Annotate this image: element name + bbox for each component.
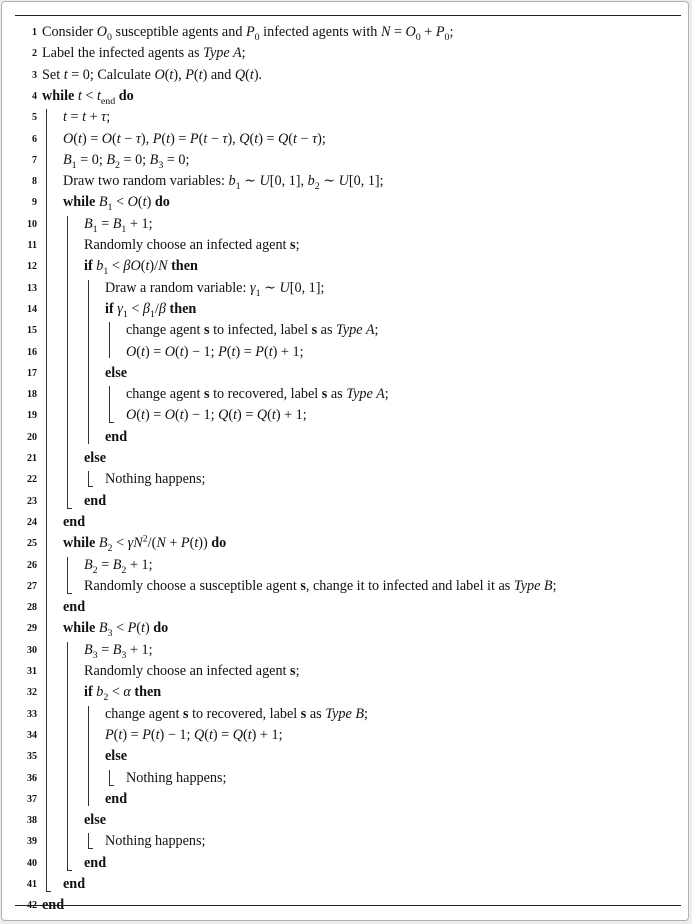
- line-number: 24: [27, 516, 37, 528]
- block-bar: [88, 706, 89, 806]
- algorithm-line: [0, 320, 690, 340]
- line-code: Randomly choose an infected agent s;: [84, 237, 300, 253]
- algorithm-line: [0, 555, 690, 575]
- line-code: end: [105, 790, 128, 807]
- algorithm-line: [0, 576, 690, 596]
- line-code: end: [42, 897, 65, 914]
- line-number: 5: [32, 112, 37, 124]
- line-number: 33: [27, 708, 37, 720]
- algorithm-line: [0, 214, 690, 234]
- line-number: 19: [27, 410, 37, 422]
- algorithm-line: [0, 746, 690, 766]
- line-code: change agent s to infected, label s as Type A;: [126, 322, 379, 339]
- line-code: else: [105, 748, 128, 765]
- line-number: 17: [27, 367, 37, 379]
- line-number: 38: [27, 815, 37, 827]
- algorithm-line: [0, 299, 690, 319]
- line-number: 26: [27, 559, 37, 571]
- line-number: 27: [27, 580, 37, 592]
- line-code: end: [63, 876, 86, 892]
- line-number: 23: [27, 495, 37, 507]
- algorithm-line: [0, 65, 690, 85]
- line-code: if $b_2 < \alpha$ then: [84, 684, 162, 704]
- line-code: while $B_1 < O(t)$ do: [63, 194, 170, 214]
- line-number: 41: [27, 879, 37, 890]
- line-code: O(t) = O(t) − 1; P(t) = P(t) + 1;: [126, 343, 304, 360]
- line-number: 11: [27, 240, 37, 251]
- line-code: else: [84, 812, 107, 829]
- algorithm-line: [0, 874, 690, 894]
- line-number: 1: [32, 27, 37, 38]
- algorithm-line: [0, 43, 690, 63]
- block-bar: [46, 109, 47, 891]
- line-number: 39: [27, 836, 37, 848]
- algorithm-line: [0, 448, 690, 468]
- line-number: 42: [27, 900, 37, 912]
- line-code: while $B_3 < P(t)$ do: [63, 620, 169, 640]
- line-code: Nothing happens;: [105, 833, 206, 850]
- algorithm-line: [0, 129, 690, 149]
- line-number: 34: [27, 729, 37, 741]
- line-code: Consider $O_0$ susceptible agents and $P_0$ infected agents with $N = O_0 + P_0$;: [42, 24, 454, 43]
- algorithm-line: [0, 597, 690, 617]
- algorithm-line: [0, 107, 690, 127]
- line-number: 6: [32, 133, 37, 145]
- block-bar: [88, 833, 89, 848]
- line-number: 15: [27, 325, 37, 337]
- algorithm-line: [0, 831, 690, 851]
- line-number: 28: [27, 602, 37, 614]
- line-code: while $t < t_{end}$ do: [42, 87, 134, 107]
- line-number: 14: [27, 303, 37, 315]
- algorithm-line: [0, 725, 690, 745]
- line-code: P(t) = P(t) − 1; Q(t) = Q(t) + 1;: [105, 726, 283, 743]
- line-number: 20: [27, 431, 37, 443]
- line-code: end: [105, 428, 128, 445]
- algorithm-line: [0, 640, 690, 660]
- block-bar: [109, 386, 110, 422]
- line-number: 31: [27, 666, 37, 677]
- block-hook: [109, 422, 114, 423]
- algorithm-line: [0, 86, 690, 106]
- line-code: else: [84, 450, 107, 466]
- line-number: 32: [27, 687, 37, 699]
- algorithm-line: [0, 278, 690, 298]
- line-code: Nothing happens;: [126, 769, 227, 786]
- algorithm-line: [0, 768, 690, 788]
- algorithm-line: [0, 512, 690, 532]
- algorithm-line: [0, 789, 690, 809]
- line-number: 7: [32, 154, 37, 166]
- algorithm-line: [0, 171, 690, 191]
- algorithm-line: [0, 704, 690, 724]
- algorithm-line: [0, 491, 690, 511]
- algorithm-line: [0, 342, 690, 362]
- block-bar: [67, 557, 68, 593]
- block-hook: [109, 785, 114, 786]
- algorithm-line: [0, 363, 690, 383]
- line-code: Set t = 0; Calculate O(t), P(t) and Q(t).: [42, 66, 263, 83]
- algorithm-line: [0, 256, 690, 276]
- line-number: 35: [27, 751, 37, 763]
- line-code: else: [105, 364, 128, 381]
- block-bar: [109, 770, 110, 785]
- block-bar: [88, 280, 89, 444]
- line-number: 13: [27, 282, 37, 294]
- algorithm-line: [0, 618, 690, 638]
- algorithm-line: [0, 682, 690, 702]
- algorithm-line: [0, 533, 690, 553]
- line-code: Draw a random variable: $\gamma_1$ ∼ U[0, 1];: [105, 279, 325, 299]
- line-code: end: [84, 492, 107, 509]
- block-hook: [46, 891, 51, 892]
- algorithm-line: [0, 235, 690, 255]
- line-number: 25: [27, 538, 37, 550]
- algorithm-line: [0, 661, 690, 681]
- line-number: 9: [32, 197, 37, 209]
- line-number: 2: [32, 48, 37, 60]
- line-number: 29: [27, 623, 37, 635]
- line-code: t = t + τ;: [63, 109, 111, 126]
- line-number: 8: [32, 176, 37, 188]
- algorithm-line: [0, 405, 690, 425]
- line-number: 3: [32, 69, 37, 81]
- line-code: if $\gamma_1 < \beta_1/\beta$ then: [105, 300, 197, 320]
- algorithm-line: [0, 853, 690, 873]
- line-number: 12: [27, 261, 37, 273]
- block-bar: [109, 322, 110, 358]
- block-hook: [88, 486, 93, 487]
- line-code: Label the infected agents as Type A;: [42, 45, 246, 62]
- line-code: if $b_1 < \beta O(t)/N$ then: [84, 258, 198, 278]
- line-number: 10: [27, 218, 37, 230]
- line-code: change agent s to recovered, label s as Type B;: [105, 705, 368, 722]
- algorithm-line: [0, 810, 690, 830]
- line-code: O(t) = O(t − τ), P(t) = P(t − τ), Q(t) = Q(t − τ);: [63, 130, 326, 147]
- block-bar: [88, 471, 89, 486]
- algorithm-line: [0, 192, 690, 212]
- line-code: $B_1 = 0$; $B_2 = 0$; $B_3 = 0$;: [63, 151, 190, 171]
- line-number: 4: [32, 90, 37, 102]
- algorithm-line: [0, 150, 690, 170]
- line-code: end: [84, 854, 107, 871]
- line-number: 30: [27, 644, 37, 656]
- block-bar: [67, 216, 68, 508]
- line-code: Randomly choose a susceptible agent s, change it to infected and label it as Type B;: [84, 577, 557, 594]
- line-code: Nothing happens;: [105, 471, 206, 488]
- line-code: $B_3 = B_3 + 1$;: [84, 641, 153, 661]
- block-hook: [67, 508, 72, 509]
- line-code: $B_2 = B_2 + 1$;: [84, 556, 153, 576]
- line-code: Randomly choose an infected agent s;: [84, 663, 300, 679]
- algorithm-line: [0, 469, 690, 489]
- line-code: while $B_2 < \gamma N^2/(N + P(t))$ do: [63, 533, 227, 555]
- line-number: 40: [27, 857, 37, 869]
- line-number: 18: [27, 389, 37, 401]
- algorithm-line: [0, 22, 690, 42]
- line-number: 16: [27, 346, 37, 358]
- algorithm-line: [0, 427, 690, 447]
- block-hook: [67, 593, 72, 594]
- line-code: end: [63, 513, 86, 530]
- line-number: 22: [27, 474, 37, 486]
- block-hook: [67, 870, 72, 871]
- block-bar: [67, 642, 68, 870]
- line-code: end: [63, 599, 86, 616]
- bottom-rule: [15, 905, 681, 906]
- line-number: 21: [27, 453, 37, 464]
- block-hook: [88, 848, 93, 849]
- line-code: O(t) = O(t) − 1; Q(t) = Q(t) + 1;: [126, 407, 307, 424]
- algorithm-line: [0, 384, 690, 404]
- line-code: Draw two random variables: $b_1$ ∼ U[0, 1], $b_2$ ∼ U[0, 1];: [63, 173, 384, 192]
- line-number: 36: [27, 772, 37, 784]
- line-code: $B_1 = B_1 + 1$;: [84, 215, 153, 235]
- line-code: change agent s to recovered, label s as Type A;: [126, 386, 389, 403]
- line-number: 37: [27, 793, 37, 805]
